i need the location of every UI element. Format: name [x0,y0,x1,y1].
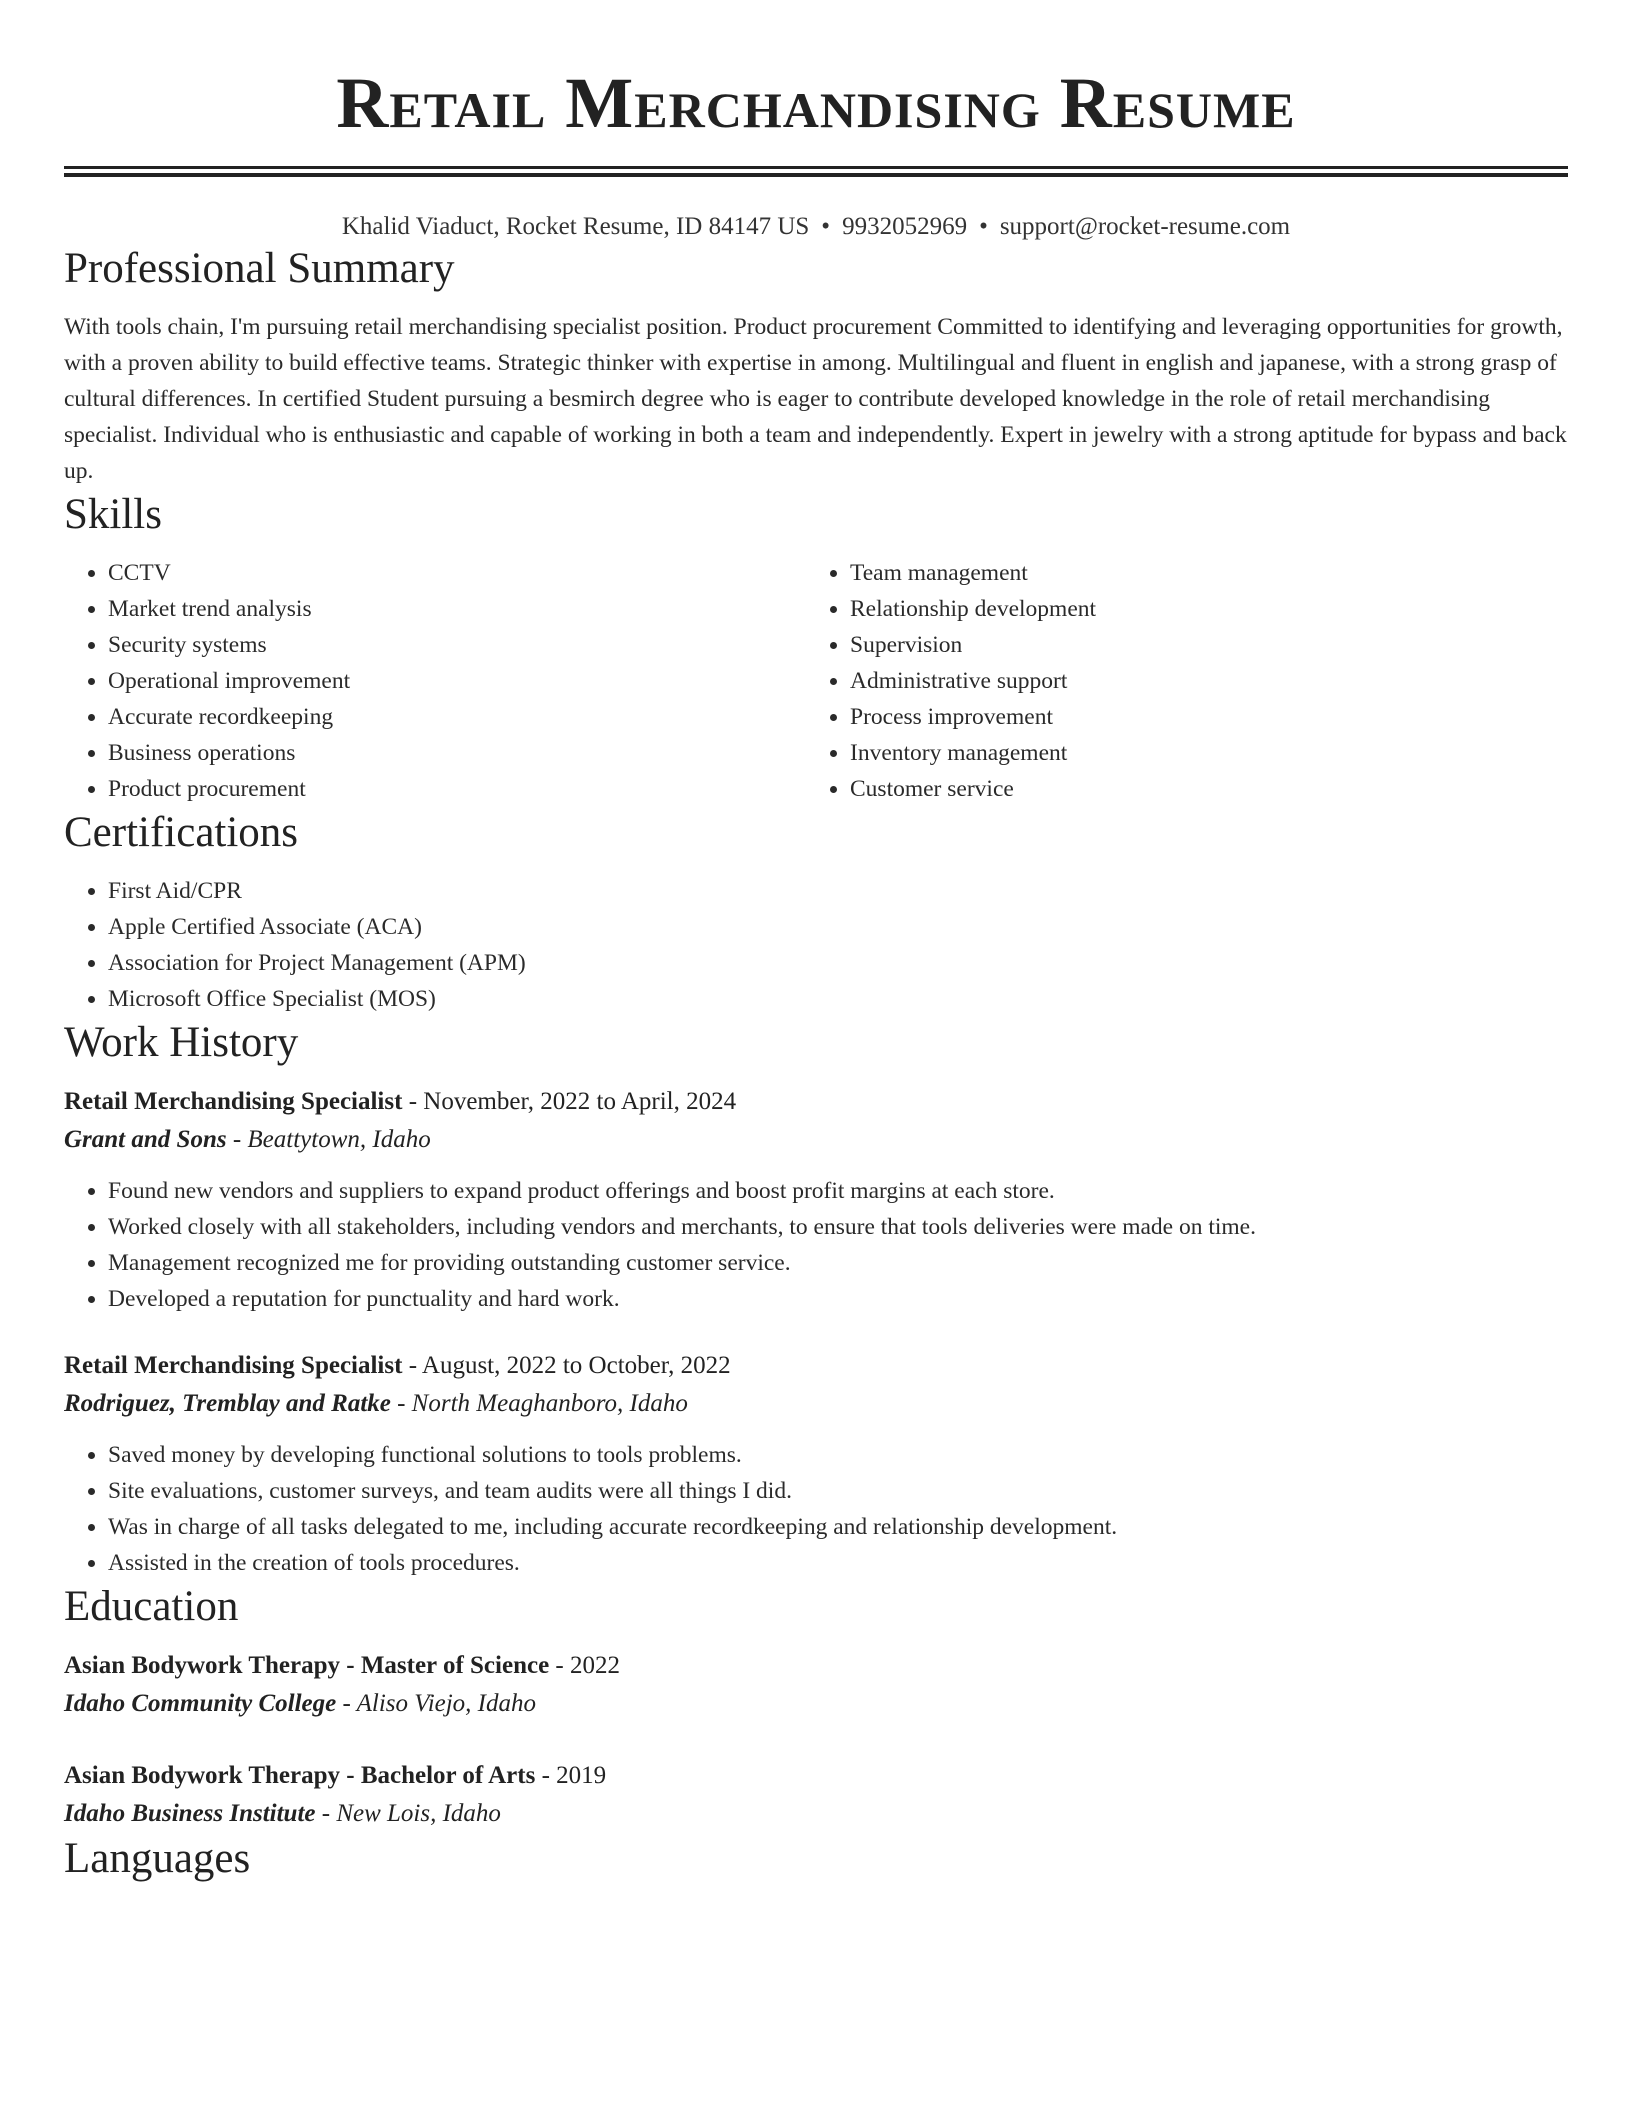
job-entry [64,1083,1568,1317]
skill-item: • Process improvement [850,699,1548,735]
job-title: Retail Merchandising Specialist [64,1352,403,1379]
job-entry [64,1347,1568,1581]
education-year: - 2019 [535,1762,607,1789]
contact-separator: • [979,213,988,240]
job-location: - North Meaghanboro, Idaho [390,1390,688,1417]
contact-separator: • [821,213,831,240]
job-title-line [64,1347,1568,1385]
job-bullet: • Worked closely with all stakeholders, including vendors and merchants, to ensure that tools deliveries were made on time. [108,1209,1568,1245]
job-bullet: • Developed a reputation for punctuality and hard work. [108,1281,1568,1317]
skills-columns [64,555,1568,807]
title-double-rule [64,166,1568,177]
certification-item: • Microsoft Office Specialist (MOS) [108,981,1568,1017]
education-school: Idaho Business Institute [64,1800,316,1827]
job-bullets [64,1437,1568,1581]
job-bullet: • Assisted in the creation of tools procedures. [108,1545,1568,1581]
job-company: Rodriguez, Tremblay and Ratke [64,1390,391,1417]
education-heading: Education [64,1583,239,1630]
skill-item: • Market trend analysis [108,591,806,627]
skills-list-right [806,555,1548,807]
skill-item: • Business operations [108,735,806,771]
skill-item: • Accurate recordkeeping [108,699,806,735]
skill-item: • Customer service [850,771,1548,807]
contact-email: support@rocket-resume.com [999,213,1291,240]
contact-address: Khalid Viaduct, Rocket Resume, ID 84147 US [341,213,810,240]
certification-item: • Apple Certified Associate (ACA) [108,909,1568,945]
skill-item: • Inventory management [850,735,1548,771]
contact-line [64,211,1568,243]
education-school-line [64,1685,1568,1723]
certifications-list [64,873,1568,1017]
education-year: - 2022 [549,1652,620,1679]
education-entry [64,1757,1568,1833]
certification-item: • Association for Project Management (APM) [108,945,1568,981]
job-bullets [64,1173,1568,1317]
job-bullet: • Site evaluations, customer surveys, and team audits were all things I did. [108,1473,1568,1509]
education-school: Idaho Community College [64,1690,337,1717]
summary-heading: Professional Summary [64,245,455,292]
skills-column-left [64,555,806,807]
education-location: - Aliso Viejo, Idaho [336,1690,537,1717]
summary-text: With tools chain, I'm pursuing retail merchandising specialist position. Product procurement Committed to identifying and leveraging opportunities for growth, with a proven ability to build effective teams. Strategic thinker with expertise in among. Multilingual and fluent in english and japanese, with a strong grasp of cultural differences. In certified Student pursuing a besmirch degree who is eager to contribute developed knowledge in the role of retail merchandising specialist. Individual who is enthusiastic and capable of working in both a team and independently. Expert in jewelry with a strong aptitude for bypass and back up. [64,314,1567,484]
job-location: - Beattytown, Idaho [226,1126,431,1153]
skill-item: • Relationship development [850,591,1548,627]
job-bullet: • Was in charge of all tasks delegated to me, including accurate recordkeeping and relationship development. [108,1509,1568,1545]
education-degree-line [64,1647,1568,1685]
job-bullet: • Found new vendors and suppliers to expand product offerings and boost profit margins at each store. [108,1173,1568,1209]
job-title-line [64,1083,1568,1121]
education-degree: Asian Bodywork Therapy - Master of Science [64,1652,550,1679]
job-title: Retail Merchandising Specialist [64,1088,403,1115]
skill-item: • Operational improvement [108,663,806,699]
skills-heading: Skills [64,491,162,538]
job-company: Grant and Sons [64,1126,227,1153]
education-degree-line [64,1757,1568,1795]
resume-title: Retail Merchandising Resume [336,63,1296,143]
job-dates: - August, 2022 to October, 2022 [402,1352,731,1379]
skill-item: • Team management [850,555,1548,591]
skill-item: • Supervision [850,627,1548,663]
certification-item: • First Aid/CPR [108,873,1568,909]
education-entry [64,1647,1568,1723]
education-school-line [64,1795,1568,1833]
languages-heading: Languages [64,1835,251,1882]
education-location: - New Lois, Idaho [315,1800,501,1827]
job-bullet: • Management recognized me for providing outstanding customer service. [108,1245,1568,1281]
job-company-line [64,1385,1568,1423]
skills-column-right [806,555,1548,807]
skill-item: • Security systems [108,627,806,663]
work-history-heading: Work History [64,1019,299,1066]
contact-phone: 9932052969 [842,213,968,240]
skill-item: • Product procurement [108,771,806,807]
skill-item: • CCTV [108,555,806,591]
job-bullet: • Saved money by developing functional solutions to tools problems. [108,1437,1568,1473]
certifications-heading: Certifications [64,809,299,856]
job-dates: - November, 2022 to April, 2024 [402,1088,737,1115]
job-company-line [64,1121,1568,1159]
skill-item: • Administrative support [850,663,1548,699]
education-degree: Asian Bodywork Therapy - Bachelor of Arts [64,1762,536,1789]
skills-list-left [64,555,806,807]
